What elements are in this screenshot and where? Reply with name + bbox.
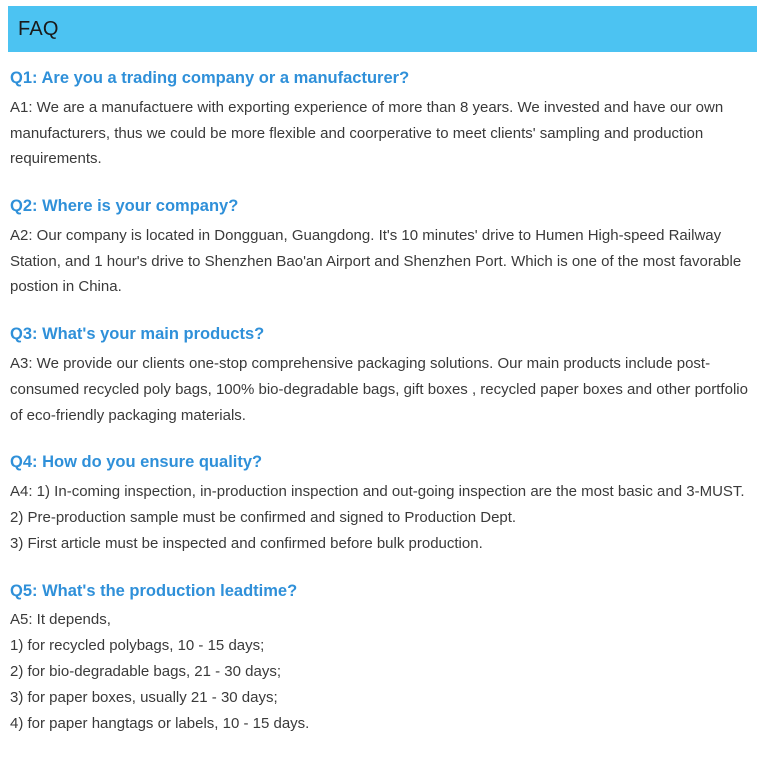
- faq-item: [10, 322, 755, 428]
- faq-answer: [10, 223, 752, 300]
- faq-question: Q4: How do you ensure quality?: [10, 453, 263, 472]
- faq-question: Q2: Where is your company?: [10, 197, 239, 216]
- faq-item: [10, 450, 755, 556]
- faq-answer: [10, 95, 752, 172]
- faq-answer-line: 1) for recycled polybags, 10 - 15 days;: [10, 637, 265, 655]
- faq-answer: [10, 479, 752, 556]
- faq-answer-line: 3) for paper boxes, usually 21 - 30 days;: [10, 688, 278, 706]
- faq-answer-line: 4) for paper hangtags or labels, 10 - 15 days.: [10, 714, 310, 732]
- faq-question: Q3: What's your main products?: [10, 325, 265, 344]
- faq-item: [10, 579, 755, 737]
- faq-question: Q5: What's the production leadtime?: [10, 581, 298, 600]
- faq-answer-line: 2) Pre-production sample must be confirmed and signed to Production Dept.: [10, 508, 517, 526]
- faq-answer-line: A4: 1) In-coming inspection, in-production inspection and out-going inspection are the most basic and 3-MUST.: [10, 483, 745, 501]
- faq-answer: [10, 607, 752, 736]
- faq-answer-line: A5: It depends,: [10, 611, 111, 629]
- page-title: FAQ: [18, 17, 59, 40]
- faq-header-banner: [8, 6, 757, 52]
- faq-answer-line: 3) First article must be inspected and confirmed before bulk production.: [10, 534, 483, 552]
- faq-answer-line: A1: We are a manufactuere with exporting experience of more than 8 years. We invested and have our own manufacturers, thus we could be more flexible and coorperative to meet clients' sampling and production requirements.: [10, 98, 724, 168]
- faq-item: [10, 194, 755, 300]
- faq-question: Q1: Are you a trading company or a manufacturer?: [10, 69, 410, 87]
- faq-answer: [10, 351, 752, 428]
- faq-answer-line: 2) for bio-degradable bags, 21 - 30 days;: [10, 662, 282, 680]
- faq-answer-line: A2: Our company is located in Dongguan, Guangdong. It's 10 minutes' drive to Humen High-speed Railway Station, and 1 hour's drive to Shenzhen Bao'an Airport and Shenzhen Port. Which is one of the most favorable postion in China.: [10, 226, 742, 296]
- faq-item: [10, 66, 755, 172]
- faq-answer-line: A3: We provide our clients one-stop comprehensive packaging solutions. Our main products include post-consumed recycled poly bags, 100% bio-degradable bags, gift boxes , recycled paper boxes and other portfolio of eco-friendly packaging materials.: [10, 355, 748, 424]
- faq-list: [10, 66, 755, 758]
